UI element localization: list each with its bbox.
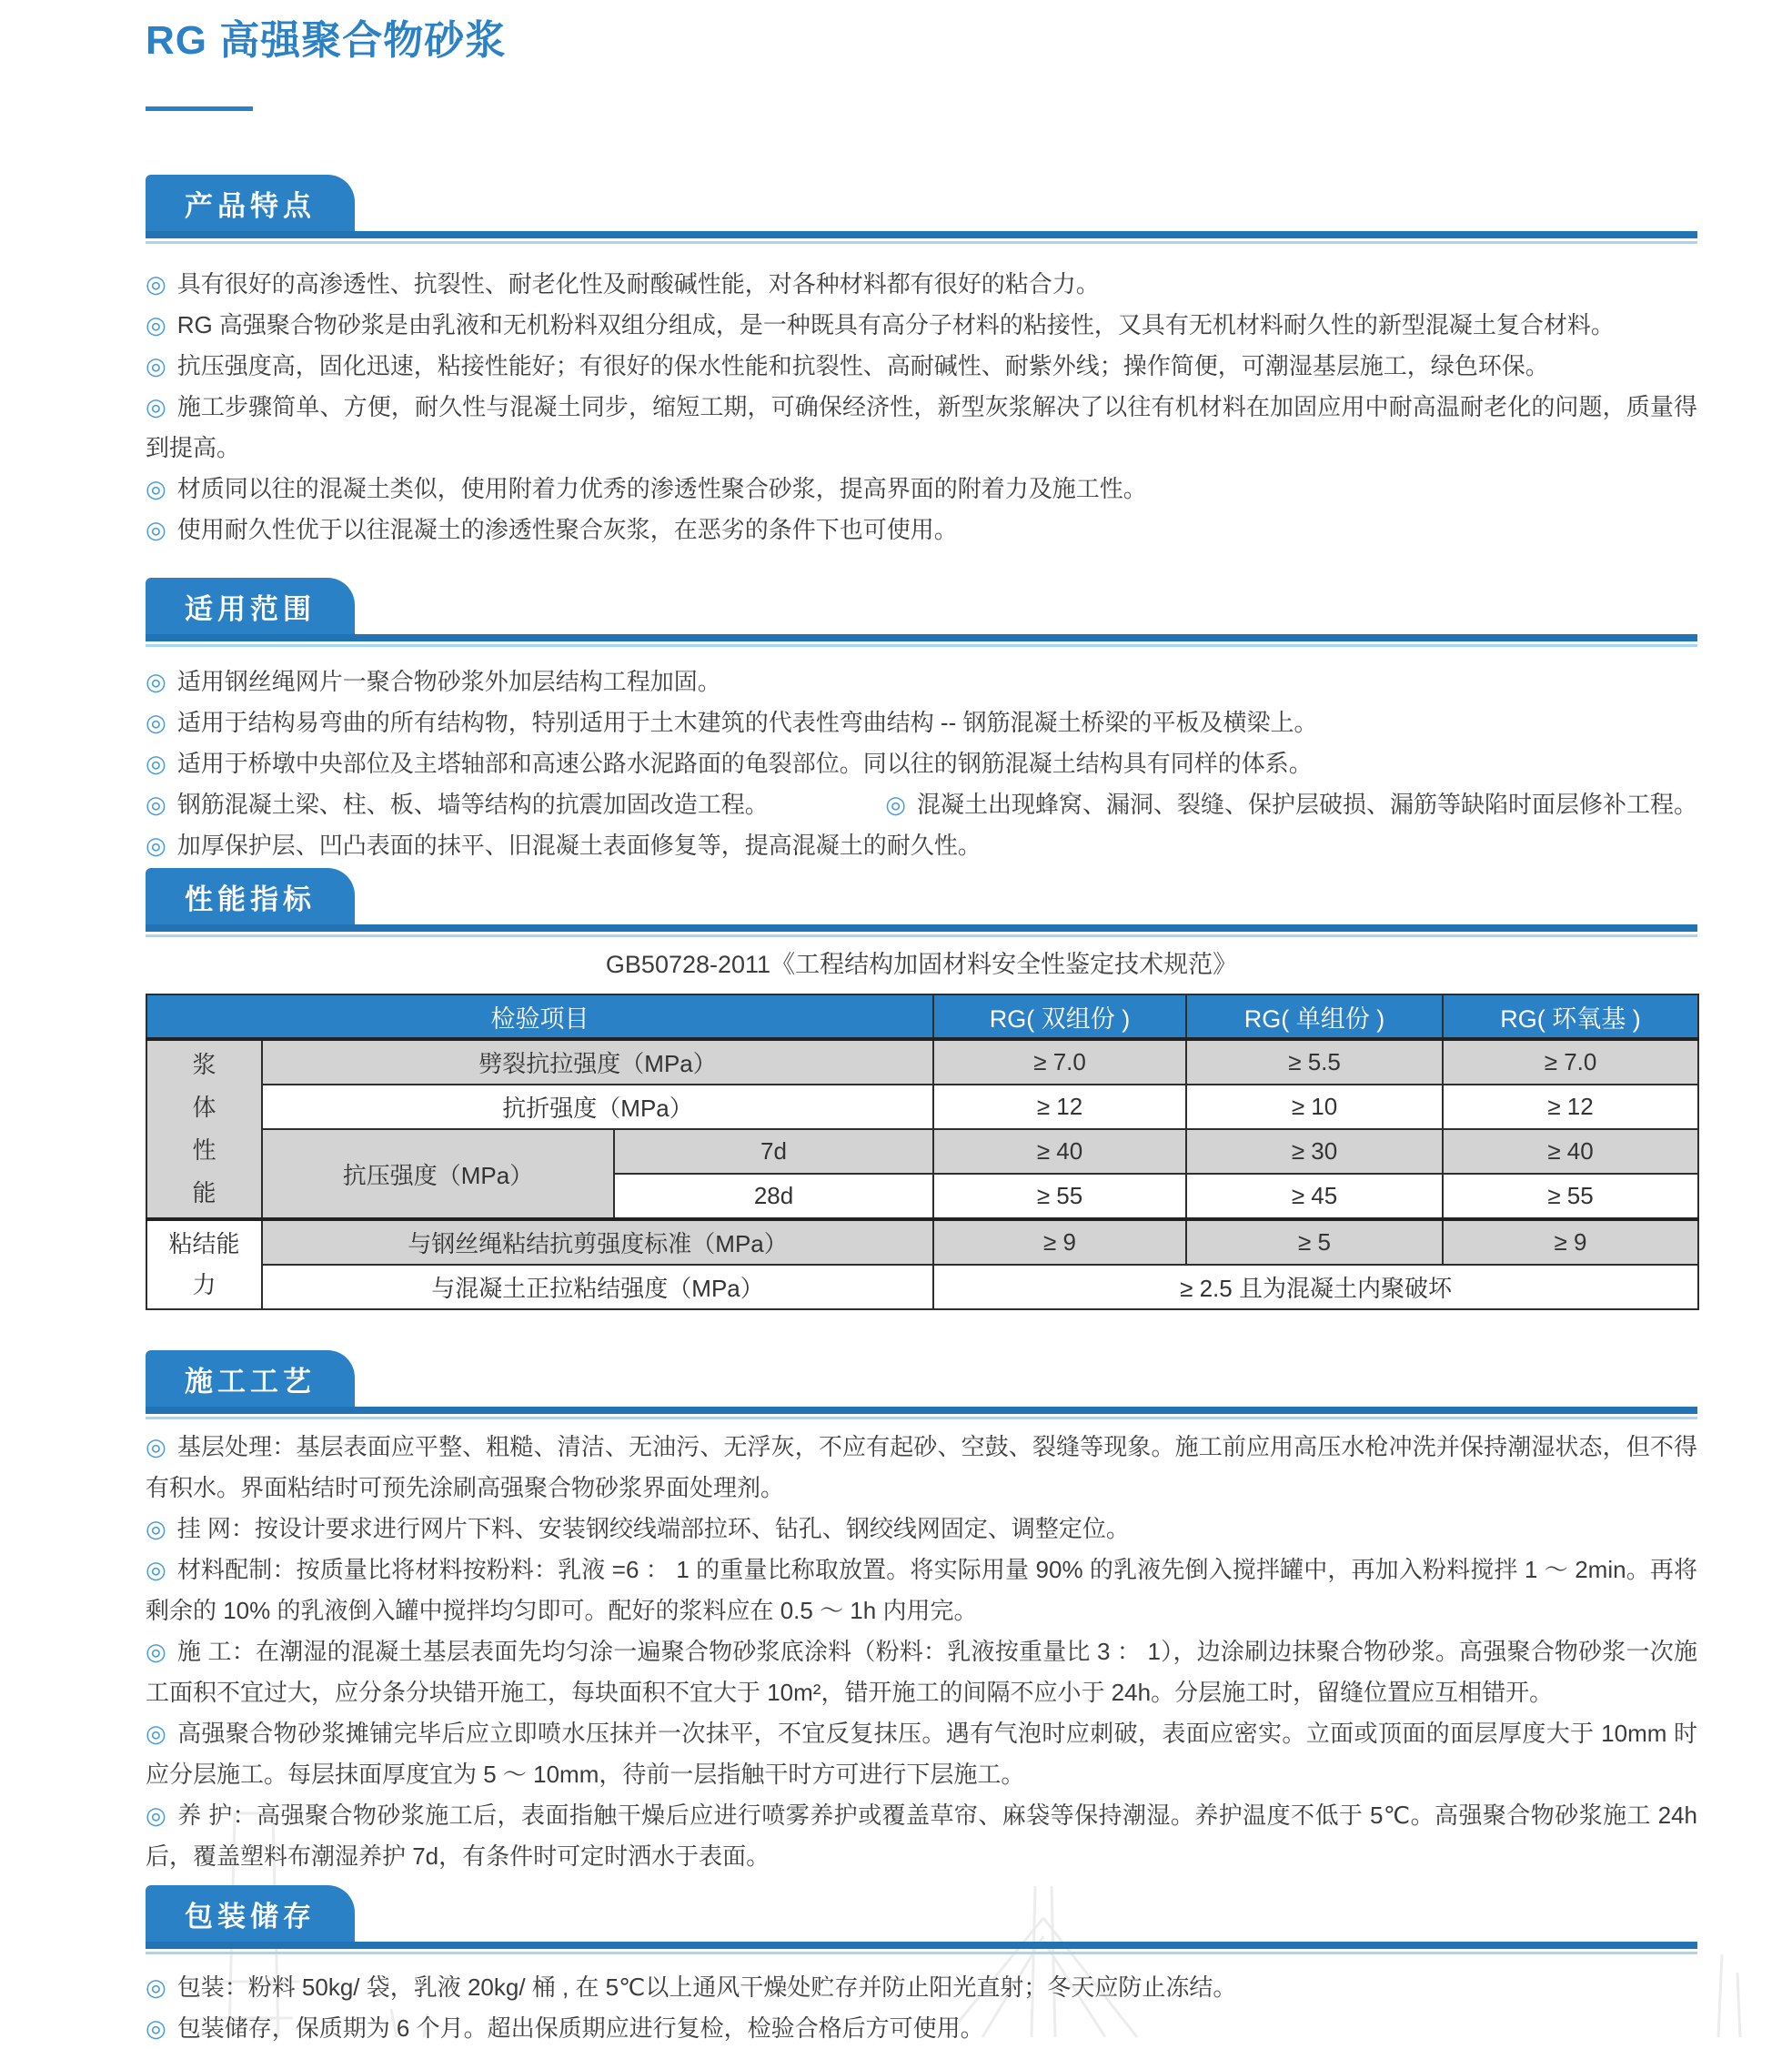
- bullet-icon: ◎: [146, 393, 166, 420]
- bullet-icon: ◎: [146, 668, 166, 695]
- list-item: [146, 305, 1697, 346]
- bullet-text: RG 高强聚合物砂浆是由乳液和无机粉料双组分组成，是一种既具有高分子材料的粘接性，又具有无机材料耐久性的新型混凝土复合材料。: [176, 311, 1615, 338]
- section-heading: 性能指标: [185, 883, 316, 915]
- table-row: [146, 1129, 1698, 1174]
- header-rule-light: [146, 241, 1697, 244]
- list-item: [146, 1549, 1697, 1631]
- list-item: [146, 743, 1697, 784]
- table-cell: ≥ 45: [1186, 1174, 1443, 1219]
- bullet-icon: ◎: [146, 2014, 166, 2042]
- section-header: [146, 578, 1697, 647]
- bullet-text: 养 护：高强聚合物砂浆施工后，表面指触干燥后应进行喷雾养护或覆盖草帘、麻袋等保持潮湿。养护温度不低于 5℃。高强聚合物砂浆施工 24h 后，覆盖塑料布潮湿养护 7d，有条件时可定时洒水于表面。: [146, 1802, 1698, 1870]
- bullet-icon: ◎: [146, 791, 166, 818]
- table-cell: ≥ 55: [933, 1174, 1186, 1219]
- bullet-text: 抗压强度高，固化迅速，粘接性能好；有很好的保水性能和抗裂性、高耐碱性、耐紫外线；操作简便，可潮湿基层施工，绿色环保。: [176, 352, 1549, 379]
- list-item: [146, 825, 1697, 866]
- bullet-text: 施工步骤简单、方便，耐久性与混凝土同步，缩短工期，可确保经济性，新型灰浆解决了以往有机材料在加固应用中耐高温耐老化的问题，质量得到提高。: [146, 393, 1697, 461]
- list-item: [146, 702, 1697, 743]
- bullet-text: 材质同以往的混凝土类似，使用附着力优秀的渗透性聚合砂浆，提高界面的附着力及施工性。: [176, 475, 1147, 502]
- table-cell: 28d: [614, 1174, 933, 1219]
- bullet-text: 施 工：在潮湿的混凝土基层表面先均匀涂一遍聚合物砂浆底涂料（粉料：乳液按重量比 3 ： 1），边涂刷边抹聚合物砂浆。高强聚合物砂浆一次施工面积不宜过大，应分条分块错开施工，每块面积不宜大于 10m²，错开施工的间隔不应小于 24h。分层施工时，留缝位置应互相错开。: [146, 1638, 1697, 1706]
- section-packaging: [146, 1885, 1697, 2049]
- bullet-icon: ◎: [146, 1556, 166, 1583]
- list-item: [146, 469, 1697, 510]
- table-cell: ≥ 55: [1443, 1174, 1698, 1219]
- bullet-text: 适用于结构易弯曲的所有结构物，特别适用于土木建筑的代表性弯曲结构 -- 钢筋混凝土桥梁的平板及横梁上。: [176, 709, 1318, 736]
- table-cell: ≥ 40: [1443, 1129, 1698, 1174]
- bullet-icon: ◎: [146, 1720, 167, 1747]
- table-cell: ≥ 12: [1443, 1085, 1698, 1129]
- bullet-icon: ◎: [146, 1802, 167, 1829]
- section-heading: 产品特点: [185, 189, 316, 222]
- table-cell: 浆体性能: [146, 1039, 262, 1219]
- table-row: [146, 1219, 1698, 1265]
- bullet-list: [146, 1967, 1697, 2049]
- table-header-cell: RG( 单组份 ): [1186, 994, 1443, 1039]
- section-header: [146, 868, 1697, 937]
- table-caption: GB50728-2011《工程结构加固材料安全性鉴定技术规范》: [605, 951, 1238, 978]
- bullet-icon: ◎: [146, 1515, 166, 1542]
- bullet-icon: ◎: [146, 1433, 166, 1460]
- list-item: [146, 1631, 1697, 1713]
- table-cell: ≥ 5.5: [1186, 1039, 1443, 1085]
- table-cell: ≥ 7.0: [1443, 1039, 1698, 1085]
- bullet-icon: ◎: [885, 791, 906, 818]
- bullet-text: 使用耐久性优于以往混凝土的渗透性聚合灰浆，在恶劣的条件下也可使用。: [176, 516, 958, 543]
- table-cell: ≥ 9: [1443, 1219, 1698, 1265]
- bullet-text: 包装：粉料 50kg/ 袋，乳液 20kg/ 桶 , 在 5℃以上通风干燥处贮存并防止阳光直射；冬天应防止冻结。: [176, 1973, 1237, 2001]
- header-rule-light: [146, 644, 1697, 647]
- header-rule: [146, 1942, 1697, 1949]
- bullet-icon: ◎: [146, 1973, 166, 2001]
- table-cell: ≥ 10: [1186, 1085, 1443, 1129]
- section-badge: [146, 1350, 355, 1407]
- bullet-list: [146, 1427, 1697, 1877]
- header-rule-light: [146, 934, 1697, 937]
- bullet-text: 加厚保护层、凹凸表面的抹平、旧混凝土表面修复等，提高混凝土的耐久性。: [176, 832, 982, 859]
- section-header: [146, 1885, 1697, 1954]
- header-rule: [146, 634, 1697, 641]
- table-cell: ≥ 5: [1186, 1219, 1443, 1265]
- list-item: [146, 346, 1697, 387]
- table-row: [146, 1265, 1698, 1309]
- section-badge: [146, 1885, 355, 1942]
- table-cell: 与混凝土正拉粘结强度（MPa）: [262, 1265, 933, 1309]
- header-rule-light: [146, 1952, 1697, 1954]
- list-item: [146, 264, 1697, 305]
- table-cell: 粘结能力: [146, 1219, 262, 1309]
- table-cell: ≥ 7.0: [933, 1039, 1186, 1085]
- table-header-cell: 检验项目: [146, 994, 933, 1039]
- bullet-text: 具有很好的高渗透性、抗裂性、耐老化性及耐酸碱性能，对各种材料都有很好的粘合力。: [176, 270, 1100, 298]
- list-item: [146, 1713, 1697, 1795]
- list-item: [146, 1427, 1697, 1509]
- bullet-icon: ◎: [146, 750, 166, 777]
- section-performance: [146, 868, 1697, 1310]
- list-item: [146, 387, 1697, 469]
- bullet-icon: ◎: [146, 311, 166, 338]
- section-badge: [146, 175, 355, 231]
- bullet-text: 包装储存，保质期为 6 个月。超出保质期应进行复检，检验合格后方可使用。: [176, 2014, 984, 2042]
- header-rule-light: [146, 1417, 1697, 1419]
- bullet-icon: ◎: [146, 475, 166, 502]
- table-cell: ≥ 9: [933, 1219, 1186, 1265]
- list-item: [146, 510, 1697, 550]
- list-item: [146, 784, 1697, 825]
- table-row: [146, 1085, 1698, 1129]
- list-item: [146, 1795, 1697, 1877]
- bullet-text: 适用于桥墩中央部位及主塔轴部和高速公路水泥路面的龟裂部位。同以往的钢筋混凝土结构具有同样的体系。: [176, 750, 1313, 777]
- bullet-text: 挂 网：按设计要求进行网片下料、安装钢绞线端部拉环、钻孔、钢绞线网固定、调整定位。: [176, 1515, 1130, 1542]
- bullet-list: [146, 264, 1697, 550]
- list-item: [146, 1509, 1697, 1549]
- bullet-icon: ◎: [146, 516, 166, 543]
- table-row: [146, 1039, 1698, 1085]
- bullet-text: 高强聚合物砂浆摊铺完毕后应立即喷水压抹并一次抹平，不宜反复抹压。遇有气泡时应刺破，表面应密实。立面或顶面的面层厚度大于 10mm 时应分层施工。每层抹面厚度宜为 5 ～ 10mm，待前一层指触干时方可进行下层施工。: [146, 1720, 1698, 1788]
- list-item: [146, 1967, 1697, 2008]
- datasheet-page: [0, 16, 1792, 2042]
- bullet-icon: ◎: [146, 1638, 166, 1665]
- table-cell: ≥ 2.5 且为混凝土内聚破坏: [933, 1265, 1698, 1309]
- section-heading: 施工工艺: [185, 1365, 316, 1398]
- table-header-row: [146, 994, 1698, 1039]
- section-header: [146, 175, 1697, 244]
- section-features: [146, 175, 1697, 550]
- table-cell: ≥ 30: [1186, 1129, 1443, 1174]
- section-header: [146, 1350, 1697, 1419]
- bullet-icon: ◎: [146, 270, 166, 298]
- page-title: RG 高强聚合物砂浆: [146, 18, 507, 63]
- section-heading: 包装储存: [185, 1900, 316, 1933]
- document-content: [146, 16, 1697, 2049]
- bullet-text: 混凝土出现蜂窝、漏洞、裂缝、保护层破损、漏筋等缺陷时面层修补工程。: [916, 791, 1697, 818]
- table-cell: 7d: [614, 1129, 933, 1174]
- performance-table: [146, 994, 1699, 1310]
- table-header-cell: RG( 双组份 ): [933, 994, 1186, 1039]
- table-cell: 抗压强度（MPa）: [262, 1129, 614, 1219]
- header-rule: [146, 231, 1697, 238]
- bullet-icon: ◎: [146, 832, 166, 859]
- bullet-text: 基层处理：基层表面应平整、粗糙、清洁、无油污、无浮灰，不应有起砂、空鼓、裂缝等现象。施工前应用高压水枪冲洗并保持潮湿状态，但不得有积水。界面粘结时可预先涂刷高强聚合物砂浆界面处理剂。: [146, 1433, 1697, 1501]
- table-cell: 与钢丝绳粘结抗剪强度标准（MPa）: [262, 1219, 933, 1265]
- table-header-cell: RG( 环氧基 ): [1443, 994, 1698, 1039]
- section-badge: [146, 578, 355, 634]
- bullet-text: 适用钢丝绳网片一聚合物砂浆外加层结构工程加固。: [176, 668, 721, 695]
- bullet-list: [146, 661, 1697, 866]
- bullet-icon: ◎: [146, 352, 166, 379]
- section-scope: [146, 578, 1697, 866]
- title-rule: [146, 106, 253, 111]
- list-item: [146, 661, 1697, 702]
- section-heading: 适用范围: [185, 592, 316, 625]
- section-process: [146, 1350, 1697, 1877]
- table-cell: 抗折强度（MPa）: [262, 1085, 933, 1129]
- section-badge: [146, 868, 355, 924]
- header-rule: [146, 924, 1697, 932]
- bullet-text: 钢筋混凝土梁、柱、板、墙等结构的抗震加固改造工程。: [176, 791, 769, 818]
- table-cell: ≥ 40: [933, 1129, 1186, 1174]
- header-rule: [146, 1407, 1697, 1414]
- bullet-icon: ◎: [146, 709, 166, 736]
- bullet-text: 材料配制：按质量比将材料按粉料：乳液 =6 ： 1 的重量比称取放置。将实际用量 90% 的乳液先倒入搅拌罐中，再加入粉料搅拌 1 ～ 2min。再将剩余的 10% 的乳液倒入罐中搅拌均匀即可。配好的浆料应在 0.5 ～ 1h 内用完。: [146, 1556, 1697, 1624]
- table-cell: 劈裂抗拉强度（MPa）: [262, 1039, 933, 1085]
- list-item: [146, 2008, 1697, 2049]
- table-cell: ≥ 12: [933, 1085, 1186, 1129]
